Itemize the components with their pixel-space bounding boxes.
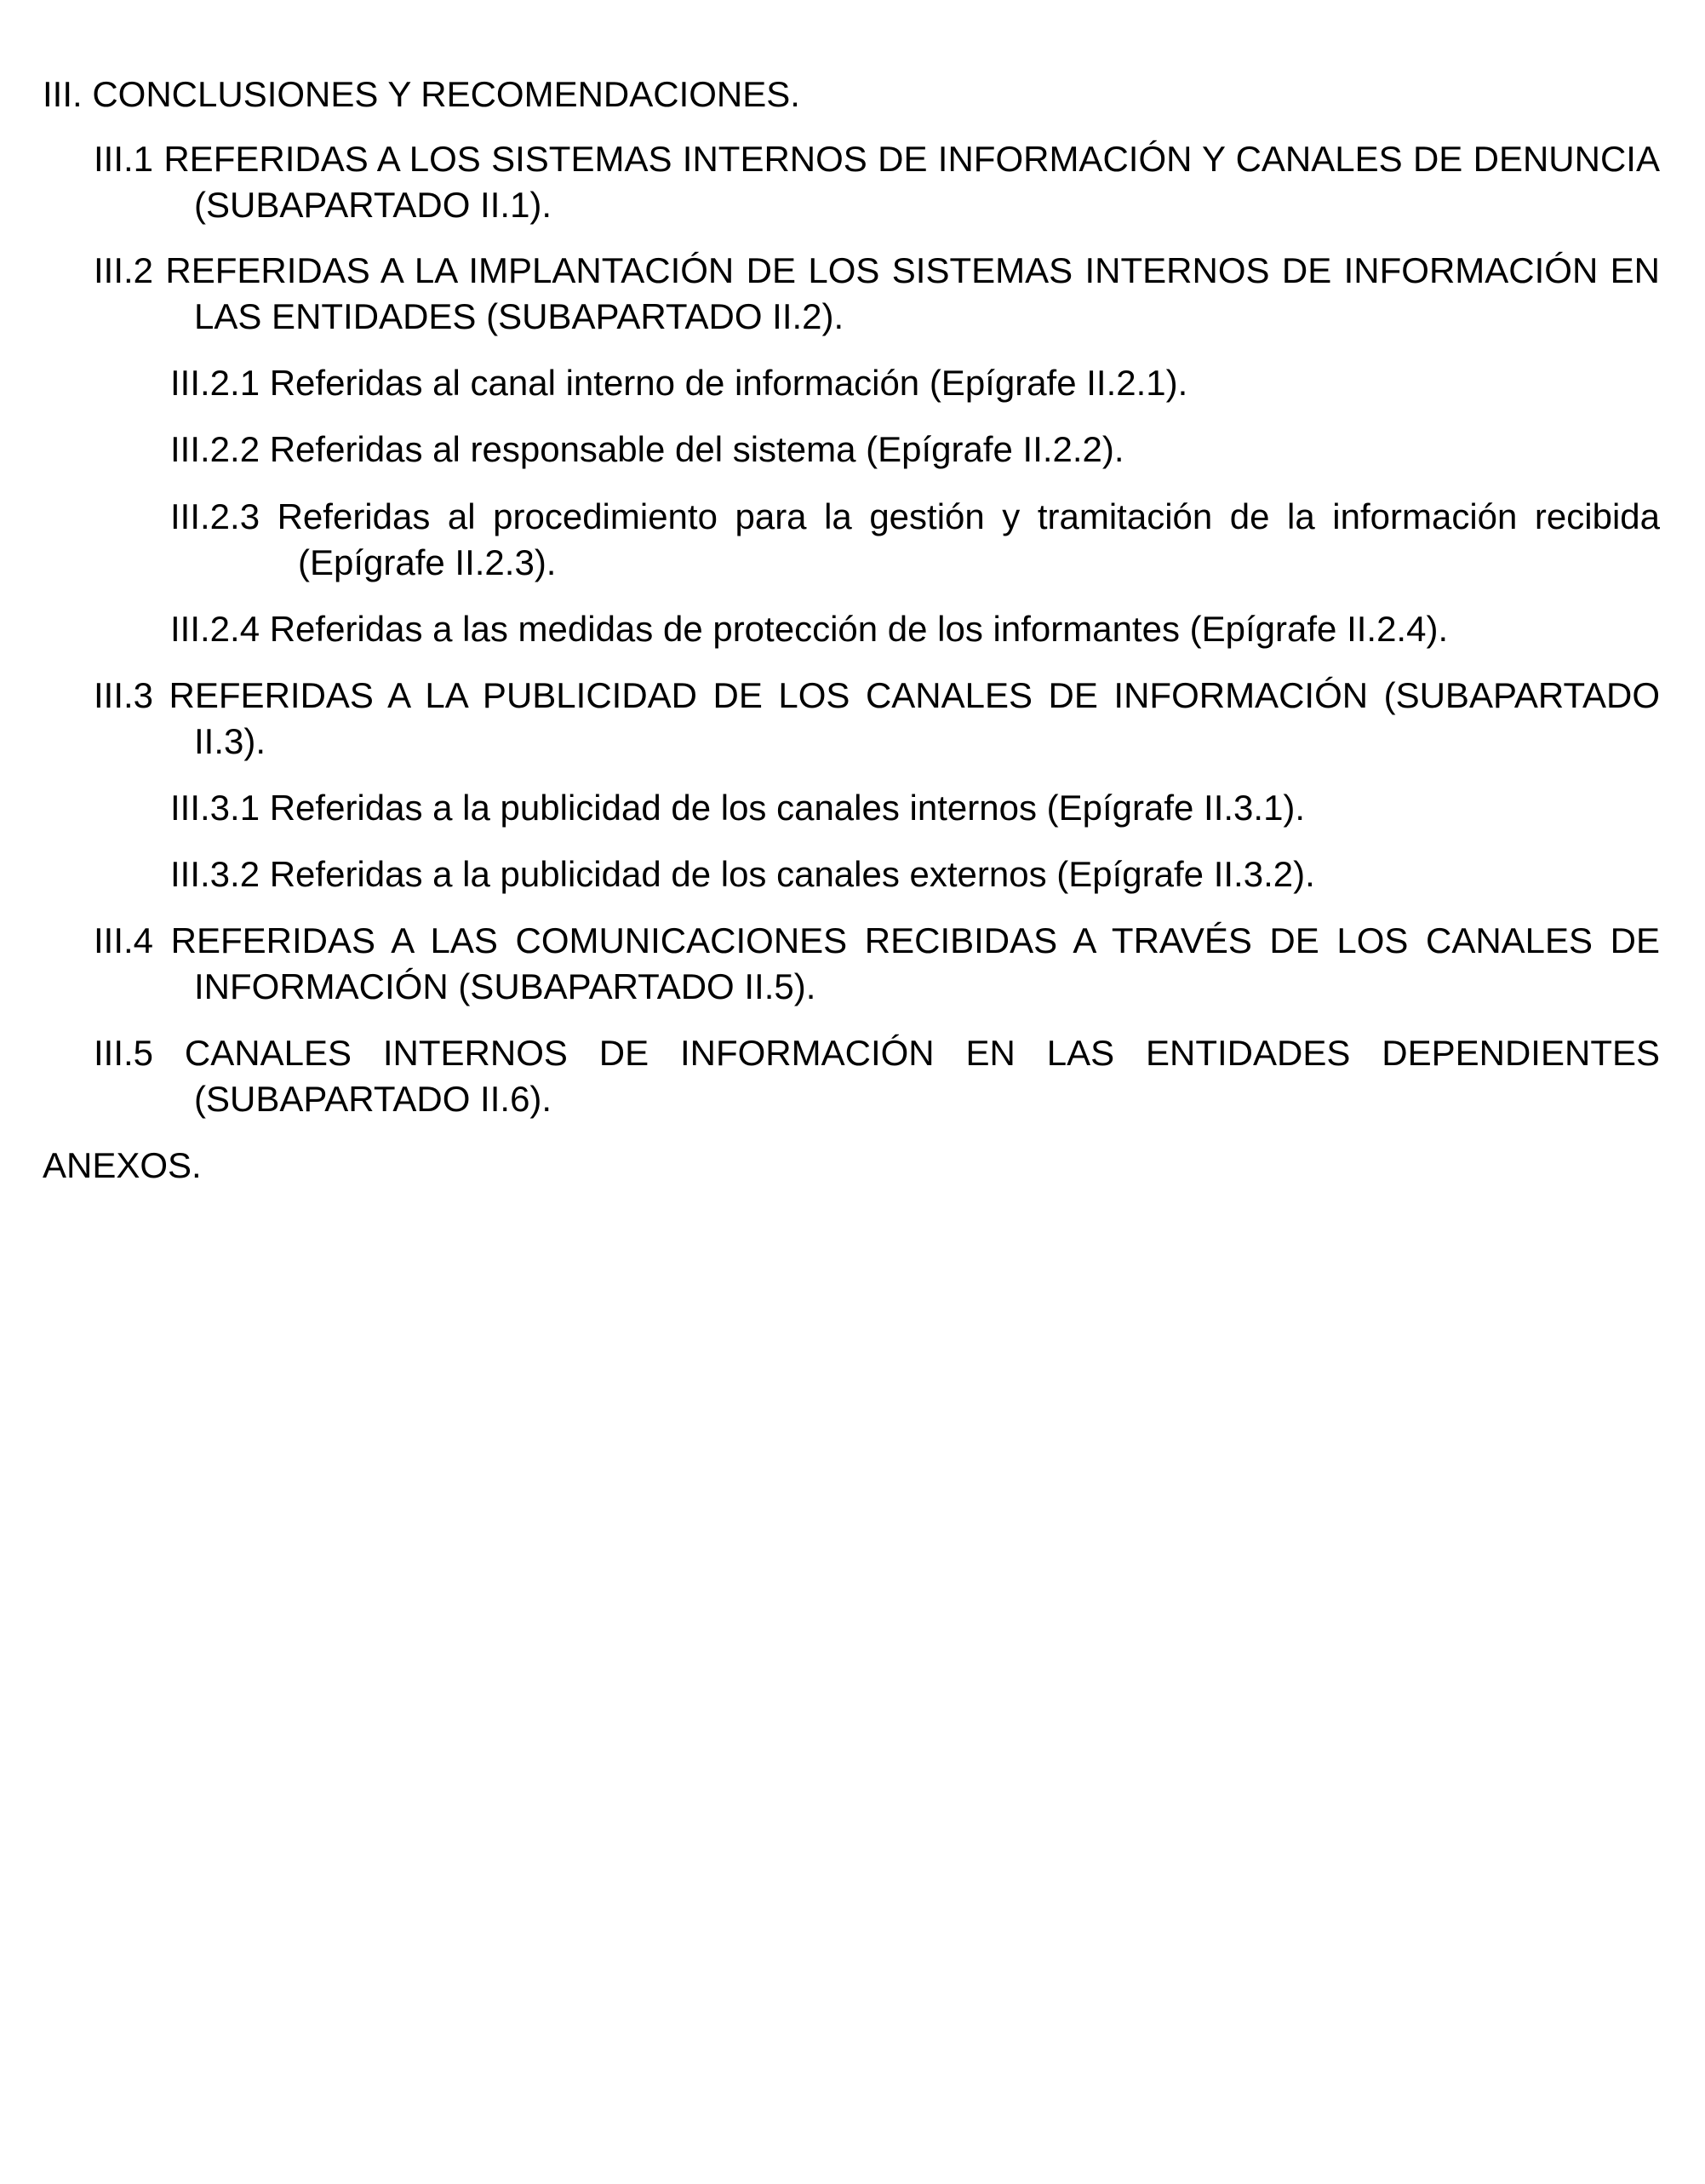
- toc-entry-iii-1: III.1 REFERIDAS A LOS SISTEMAS INTERNOS DE INFORMACIÓN Y CANALES DE DENUNCIA (SUBAPARTADO II.1).: [94, 139, 1660, 225]
- toc-entry-iii-4: III.4 REFERIDAS A LAS COMUNICACIONES RECIBIDAS A TRAVÉS DE LOS CANALES DE INFORMACIÓN (SUBAPARTADO II.5).: [94, 920, 1660, 1006]
- toc-entry-iii-2-4: III.2.4 Referidas a las medidas de protección de los informantes (Epígrafe II.2.4).: [170, 609, 1449, 649]
- toc-entry-iii-3-1: III.3.1 Referidas a la publicidad de los canales internos (Epígrafe II.3.1).: [170, 788, 1306, 828]
- toc-section-heading: III. CONCLUSIONES Y RECOMENDACIONES.: [43, 74, 800, 114]
- toc-entry-iii-2-2: III.2.2 Referidas al responsable del sistema (Epígrafe II.2.2).: [170, 429, 1124, 469]
- toc-entry-iii-2: III.2 REFERIDAS A LA IMPLANTACIÓN DE LOS SISTEMAS INTERNOS DE INFORMACIÓN EN LAS ENTIDADES (SUBAPARTADO II.2).: [94, 250, 1660, 336]
- toc-entry-iii-3-2: III.3.2 Referidas a la publicidad de los canales externos (Epígrafe II.3.2).: [170, 854, 1315, 894]
- toc-entry-iii-2-3: III.2.3 Referidas al procedimiento para la gestión y tramitación de la información recibida (Epígrafe II.2.3).: [170, 496, 1660, 582]
- toc-annexes-heading: ANEXOS.: [43, 1145, 202, 1185]
- toc-entry-iii-3: III.3 REFERIDAS A LA PUBLICIDAD DE LOS CANALES DE INFORMACIÓN (SUBAPARTADO II.3).: [94, 675, 1660, 761]
- toc-entry-iii-2-1: III.2.1 Referidas al canal interno de información (Epígrafe II.2.1).: [170, 363, 1188, 403]
- toc-entry-iii-5: III.5 CANALES INTERNOS DE INFORMACIÓN EN LAS ENTIDADES DEPENDIENTES (SUBAPARTADO II.6).: [94, 1033, 1660, 1119]
